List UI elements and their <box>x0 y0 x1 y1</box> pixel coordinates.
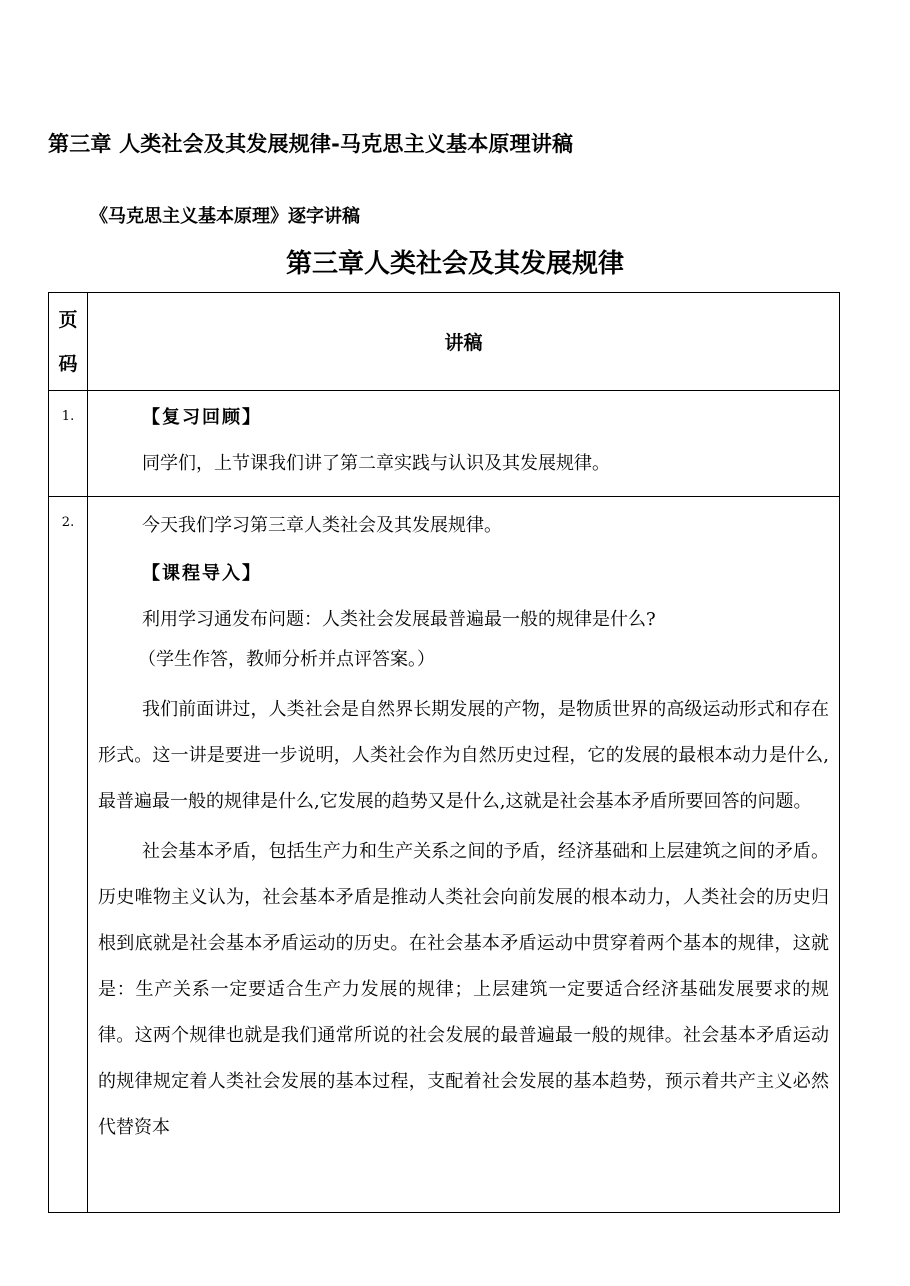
paragraph: 我们前面讲过，人类社会是自然界长期发展的产物，是物质世界的高级运动形式和存在形式。这一讲是要进一步说明，人类社会作为自然历史过程，它的发展的最根本动力是什么,最普遍最一般的规律是什么,它发展的趋势又是什么,这就是社会基本矛盾所要回答的问题。 <box>98 699 829 812</box>
table-row <box>49 391 840 497</box>
text-line: 同学们，上节课我们讲了第二章实践与认识及其发展规律。 <box>142 453 610 474</box>
paragraph: 社会基本矛盾，包括生产力和生产关系之间的予盾，经济基础和上层建筑之间的矛盾。历史唯物主义认为，社会基本矛盾是推动人类社会向前发展的根本动力，人类社会的历史归根到底就是社会基本矛盾运动的历史。在社会基本矛盾运动中贯穿着两个基本的规律，这就是：生产关系一定要适合生产力发展的规律；上层建筑一定要适合经济基础发展要求的规律。这两个规律也就是我们通常所说的社会发展的最普遍最一般的规律。社会基本矛盾运动的规律规定着人类社会发展的基本过程，支配着社会发展的基本趋势，预示着共产主义必然代替资本 <box>98 841 829 1138</box>
text-column-header: 讲稿 <box>88 293 840 391</box>
chapter-heading: 第三章人类社会及其发展规律 <box>285 249 624 279</box>
page-number: 2. <box>49 497 88 1213</box>
page-number: 1. <box>49 391 88 497</box>
section-heading: 【课程导入】 <box>142 563 262 584</box>
page-column-header-char: 页 <box>58 308 78 331</box>
document-title: 第三章 人类社会及其发展规律-马克思主义基本原理讲稿 <box>48 132 574 156</box>
section-heading: 【复习回顾】 <box>142 407 262 428</box>
page-column-header-char: 码 <box>58 352 78 375</box>
teacher-note: （学生作答，教师分析并点评答案。） <box>138 649 435 670</box>
page-column-header <box>49 293 88 391</box>
text-line: 今天我们学习第三章人类社会及其发展规律。 <box>142 515 502 536</box>
document-subtitle: 《马克思主义基本原理》逐字讲稿 <box>90 206 360 227</box>
text-line: 利用学习通发布问题：人类社会发展最普遍最一般的规律是什么? <box>142 609 656 630</box>
lecture-cell <box>88 391 840 497</box>
lecture-table <box>48 292 840 1213</box>
lecture-cell <box>88 497 840 1213</box>
table-header-row <box>49 293 840 391</box>
table-row <box>49 497 840 1213</box>
